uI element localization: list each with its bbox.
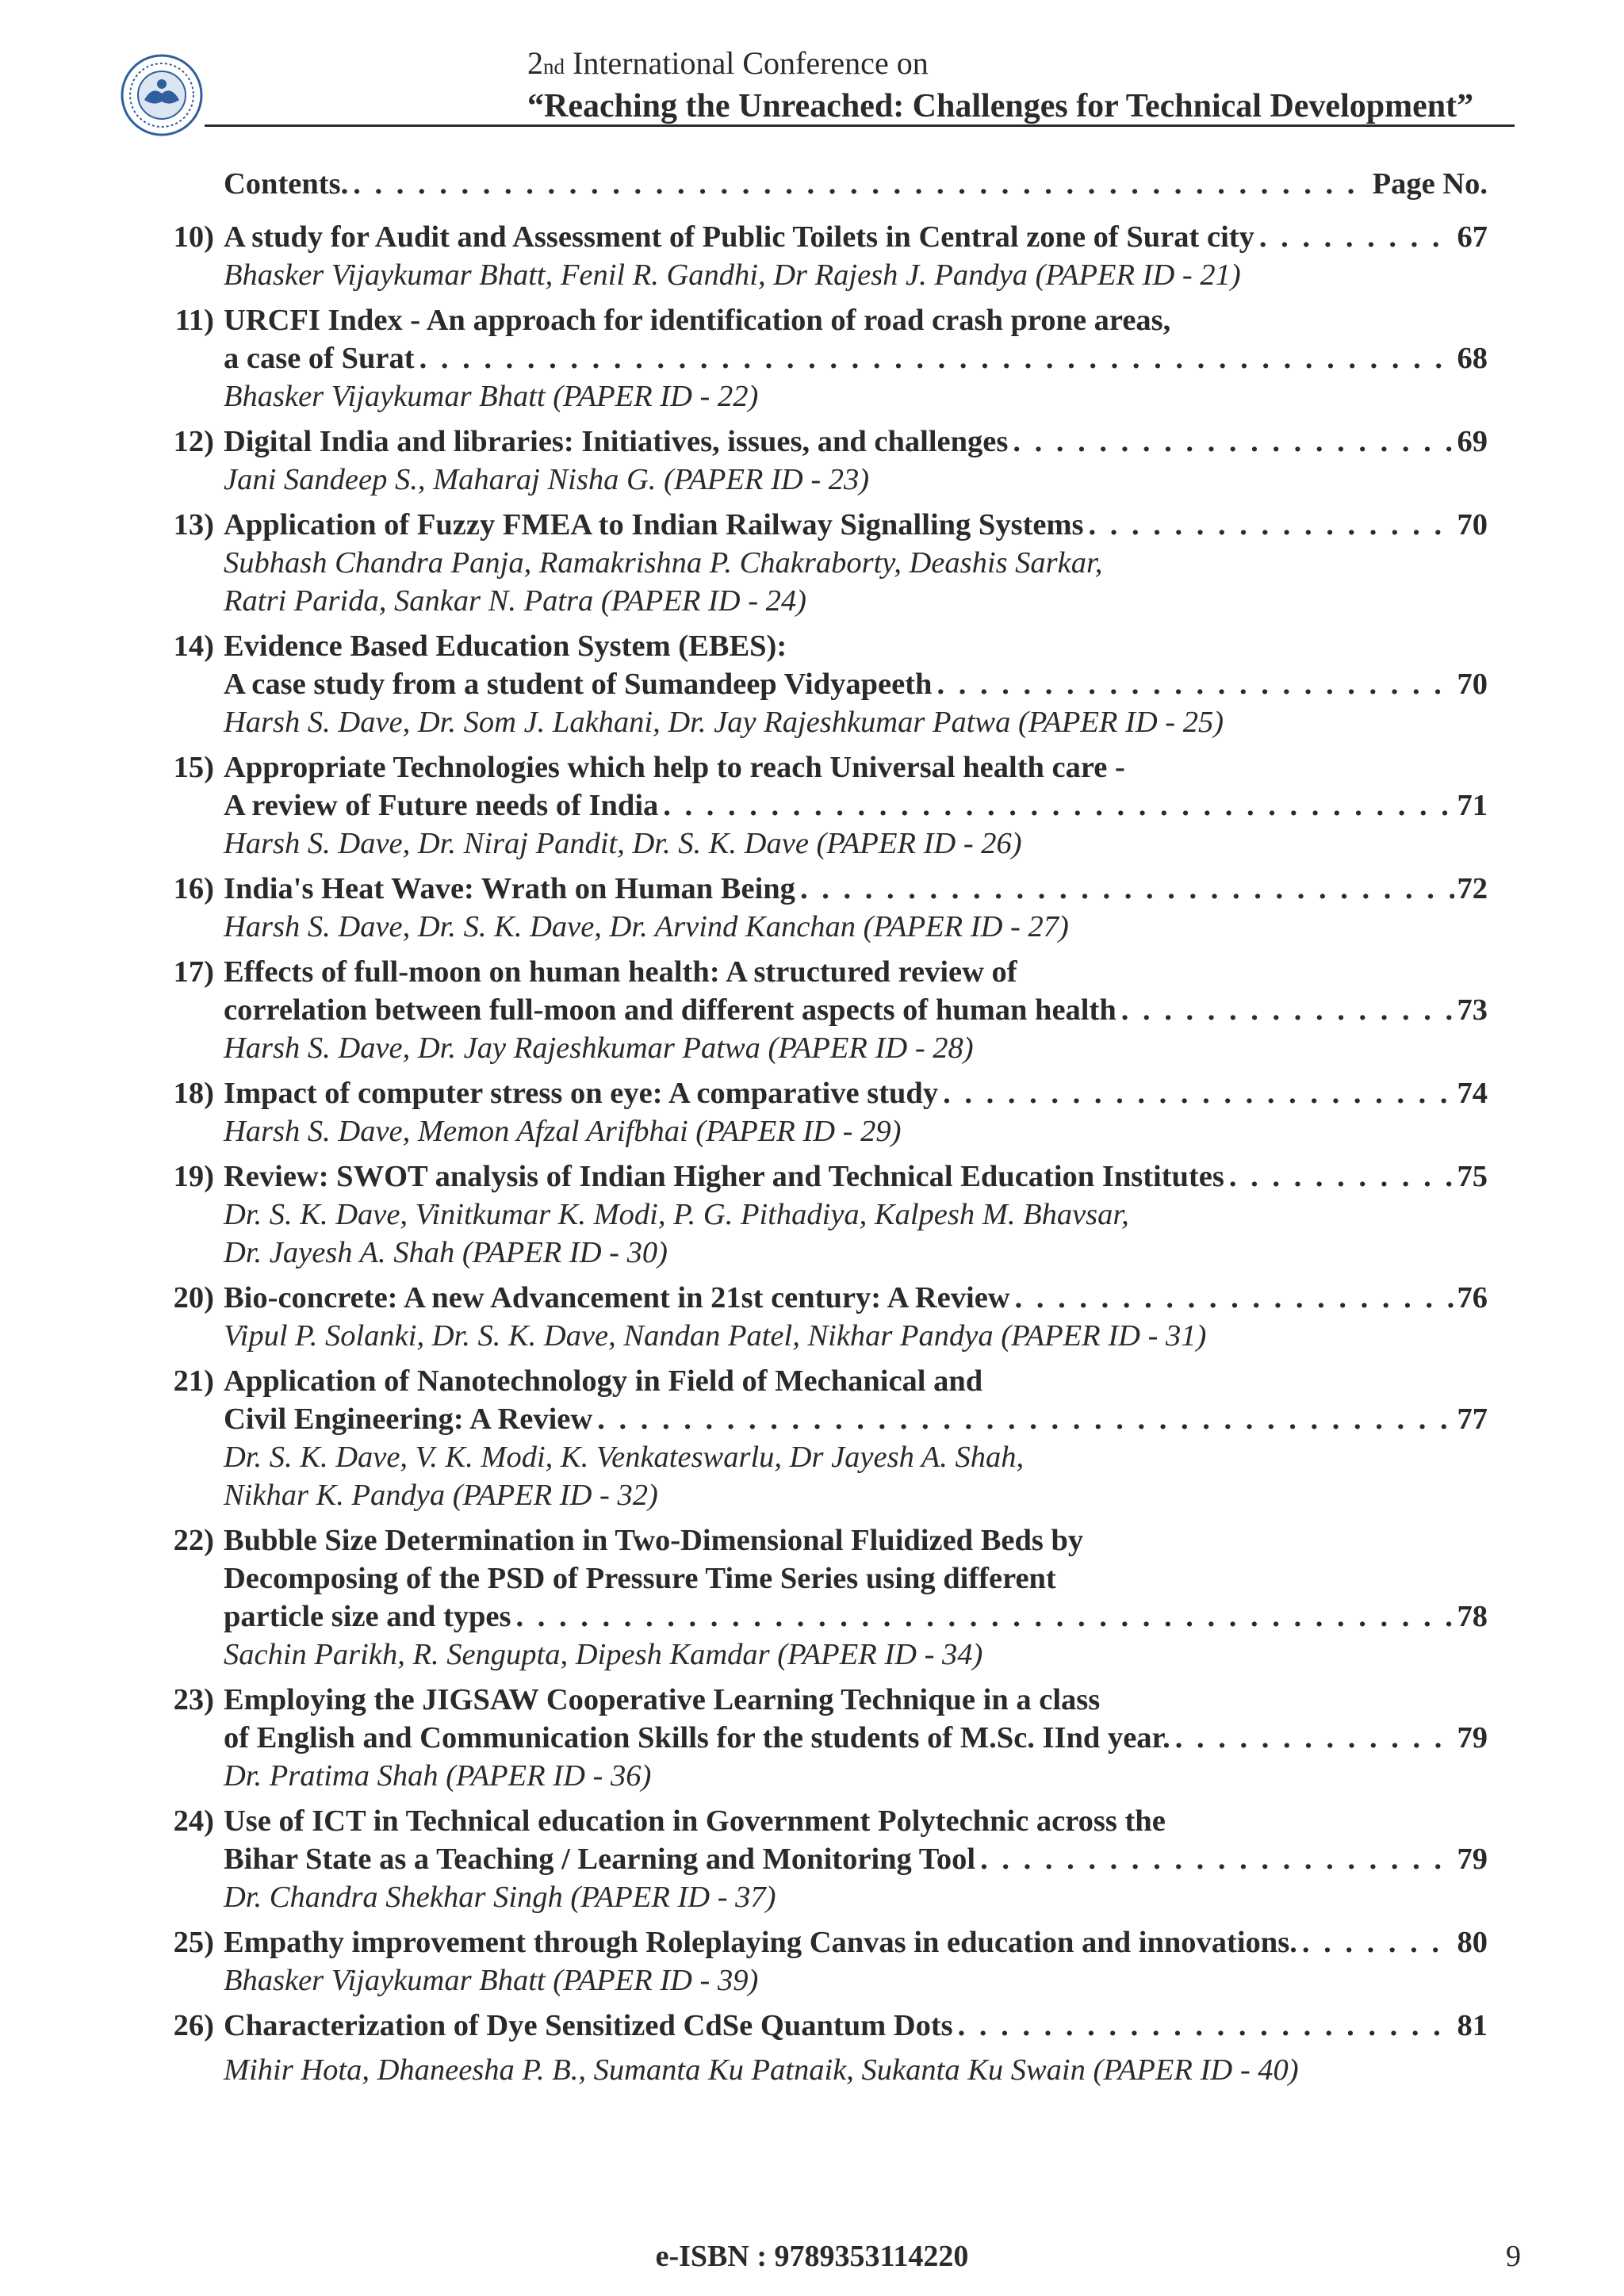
entry-authors: Harsh S. Dave, Dr. Som J. Lakhani, Dr. Jay Rajeshkumar Patwa (PAPER ID - 25) — [224, 706, 1224, 739]
entry-title-line — [224, 506, 1488, 544]
entry-number: 17) — [173, 955, 214, 989]
entry-page: 81 — [1457, 2009, 1488, 2042]
header-divider — [205, 124, 1515, 127]
entry-title-text: A study for Audit and Assessment of Public Toilets in Central zone of Surat city — [224, 220, 1254, 254]
entry-number: 12) — [173, 425, 214, 458]
dot-leader — [1254, 218, 1454, 256]
entry-number: 21) — [173, 1364, 214, 1398]
entry-title-text: correlation between full-moon and different aspects of human health — [224, 993, 1116, 1027]
entry-title-line: URCFI Index - An approach for identification of road crash prone areas, — [224, 304, 1171, 337]
entry-title-line — [224, 1158, 1488, 1196]
entry-title-text: A case study from a student of Sumandeep Vidyapeeth — [224, 668, 933, 701]
dot-leader — [1084, 506, 1454, 544]
entry-title-text: Civil Engineering: A Review — [224, 1402, 593, 1436]
entry-authors: Dr. Pratima Shah (PAPER ID - 36) — [224, 1759, 652, 1793]
entry-page: 77 — [1457, 1402, 1488, 1436]
page-number: 9 — [1506, 2240, 1521, 2273]
entry-title-text: a case of Surat — [224, 342, 415, 375]
entry-page: 78 — [1457, 1600, 1488, 1633]
entry-number: 18) — [173, 1077, 214, 1110]
dot-leader — [953, 2007, 1454, 2045]
dot-leader — [1116, 991, 1454, 1029]
conference-ordinal-suffix: nd — [543, 55, 565, 78]
entry-title-line — [224, 1840, 1488, 1878]
page-no-label: Page No. — [1372, 167, 1488, 201]
entry-title-text: Application of Fuzzy FMEA to Indian Railway Signalling Systems — [224, 508, 1084, 541]
entry-authors: Mihir Hota, Dhaneesha P. B., Sumanta Ku Patnaik, Sukanta Ku Swain (PAPER ID - 40) — [224, 2053, 1299, 2087]
entry-authors: Dr. S. K. Dave, Vinitkumar K. Modi, P. G. Pithadiya, Kalpesh M. Bhavsar, — [224, 1198, 1129, 1231]
entry-title-line: Appropriate Technologies which help to reach Universal health care - — [224, 751, 1125, 784]
entry-authors: Ratri Parida, Sankar N. Patra (PAPER ID - 24) — [224, 584, 806, 618]
entry-page: 74 — [1457, 1077, 1488, 1110]
entry-title-text: Empathy improvement through Roleplaying Canvas in education and innovations. — [224, 1926, 1297, 1959]
entry-title-text: India's Heat Wave: Wrath on Human Being — [224, 872, 795, 905]
entry-authors: Harsh S. Dave, Dr. Jay Rajeshkumar Patwa (PAPER ID - 28) — [224, 1031, 974, 1065]
entry-page: 80 — [1457, 1926, 1488, 1959]
entry-page: 76 — [1457, 1281, 1488, 1314]
entry-authors: Bhasker Vijaykumar Bhatt (PAPER ID - 39) — [224, 1964, 759, 1997]
dot-leader — [348, 165, 1369, 203]
dot-leader — [658, 786, 1454, 825]
entry-page: 68 — [1457, 342, 1488, 375]
entry-title-line: Effects of full-moon on human health: A structured review of — [224, 955, 1017, 989]
entry-title-line — [224, 786, 1488, 825]
entry-number: 26) — [173, 2009, 214, 2042]
entry-authors: Subhash Chandra Panja, Ramakrishna P. Chakraborty, Deashis Sarkar, — [224, 546, 1103, 580]
entry-page: 75 — [1457, 1160, 1488, 1193]
entry-authors: Dr. Chandra Shekhar Singh (PAPER ID - 37) — [224, 1881, 776, 1914]
entry-authors: Bhasker Vijaykumar Bhatt, Fenil R. Gandhi, Dr Rajesh J. Pandya (PAPER ID - 21) — [224, 258, 1241, 292]
entry-title-line — [224, 218, 1488, 256]
entry-title-text: Bihar State as a Teaching / Learning and Monitoring Tool — [224, 1843, 976, 1876]
entry-authors: Harsh S. Dave, Memon Afzal Arifbhai (PAPER ID - 29) — [224, 1115, 902, 1148]
entry-number: 10) — [173, 220, 214, 254]
entry-authors: Nikhar K. Pandya (PAPER ID - 32) — [224, 1479, 658, 1512]
conference-name — [527, 44, 1515, 86]
dot-leader — [975, 1840, 1454, 1878]
entry-title-line — [224, 1074, 1488, 1112]
entry-page: 70 — [1457, 508, 1488, 541]
entry-page: 70 — [1457, 668, 1488, 701]
conference-line: International Conference on — [565, 45, 929, 81]
entry-title-line: Employing the JIGSAW Cooperative Learning Technique in a class — [224, 1683, 1101, 1716]
conference-logo-icon — [121, 54, 203, 136]
entry-title-line: Bubble Size Determination in Two-Dimensional Fluidized Beds by — [224, 1524, 1084, 1557]
entry-number: 16) — [173, 872, 214, 905]
entry-authors: Vipul P. Solanki, Dr. S. K. Dave, Nandan Patel, Nikhar Pandya (PAPER ID - 31) — [224, 1319, 1207, 1353]
entry-page: 71 — [1457, 789, 1488, 822]
entry-title-line: Evidence Based Education System (EBES): — [224, 629, 787, 663]
dot-leader — [415, 339, 1454, 377]
entry-title-line — [224, 1400, 1488, 1438]
dot-leader — [592, 1400, 1454, 1438]
dot-leader — [932, 665, 1454, 703]
contents-heading-row — [224, 165, 1488, 203]
entry-authors: Bhasker Vijaykumar Bhatt (PAPER ID - 22) — [224, 380, 759, 413]
contents-heading: Contents. — [224, 167, 349, 201]
entry-title-line — [224, 1719, 1488, 1757]
entry-title-line — [224, 1923, 1488, 1961]
isbn: e-ISBN : 9789353114220 — [655, 2240, 969, 2273]
entry-title-line: Application of Nanotechnology in Field of Mechanical and — [224, 1364, 983, 1398]
entry-title-line: Use of ICT in Technical education in Government Polytechnic across the — [224, 1804, 1166, 1838]
entry-title-line — [224, 1598, 1488, 1636]
entry-number: 13) — [173, 508, 214, 541]
entry-number: 11) — [174, 304, 214, 337]
entry-title-line: Decomposing of the PSD of Pressure Time Series using different — [224, 1562, 1056, 1595]
entry-title-text: of English and Communication Skills for the students of M.Sc. IInd year. — [224, 1721, 1170, 1755]
entry-page: 79 — [1457, 1721, 1488, 1755]
conference-theme: “Reaching the Unreached: Challenges for Technical Development” — [527, 88, 1474, 124]
entry-title-line — [224, 2007, 1488, 2045]
dot-leader — [938, 1074, 1454, 1112]
entry-number: 14) — [173, 629, 214, 663]
dot-leader — [1224, 1158, 1454, 1196]
entry-title-text: Bio-concrete: A new Advancement in 21st century: A Review — [224, 1281, 1010, 1314]
entry-title-line — [224, 991, 1488, 1029]
entry-title-text: A review of Future needs of India — [224, 789, 659, 822]
conference-ordinal: 2 — [527, 45, 543, 81]
entry-title-text: particle size and types — [224, 1600, 511, 1633]
dot-leader — [795, 870, 1454, 908]
entry-authors: Harsh S. Dave, Dr. Niraj Pandit, Dr. S. K. Dave (PAPER ID - 26) — [224, 827, 1022, 860]
entry-title-text: Review: SWOT analysis of Indian Higher and Technical Education Institutes — [224, 1160, 1224, 1193]
entry-title-text: Digital India and libraries: Initiatives, issues, and challenges — [224, 425, 1009, 458]
entry-number: 22) — [173, 1524, 214, 1557]
dot-leader — [511, 1598, 1454, 1636]
entry-title-line — [224, 1279, 1488, 1317]
dot-leader — [1297, 1923, 1454, 1961]
entry-authors: Sachin Parikh, R. Sengupta, Dipesh Kamdar (PAPER ID - 34) — [224, 1638, 983, 1671]
entry-title-line — [224, 870, 1488, 908]
entry-page: 69 — [1457, 425, 1488, 458]
entry-title-line — [224, 665, 1488, 703]
entry-authors: Dr. S. K. Dave, V. K. Modi, K. Venkateswarlu, Dr Jayesh A. Shah, — [224, 1441, 1025, 1474]
entry-authors: Jani Sandeep S., Maharaj Nisha G. (PAPER ID - 23) — [224, 463, 870, 496]
entry-number: 19) — [173, 1160, 214, 1193]
entry-page: 67 — [1457, 220, 1488, 254]
entry-title-line — [224, 423, 1488, 461]
entry-number: 24) — [173, 1804, 214, 1838]
dot-leader — [1010, 1279, 1454, 1317]
entry-page: 73 — [1457, 993, 1488, 1027]
entry-authors: Dr. Jayesh A. Shah (PAPER ID - 30) — [224, 1236, 668, 1269]
dot-leader — [1170, 1719, 1454, 1757]
entry-title-text: Impact of computer stress on eye: A comparative study — [224, 1077, 939, 1110]
entry-page: 79 — [1457, 1843, 1488, 1876]
entry-title-text: Characterization of Dye Sensitized CdSe Quantum Dots — [224, 2009, 953, 2042]
entry-number: 25) — [173, 1926, 214, 1959]
entry-number: 23) — [173, 1683, 214, 1716]
entry-authors: Harsh S. Dave, Dr. S. K. Dave, Dr. Arvind Kanchan (PAPER ID - 27) — [224, 910, 1069, 943]
entry-page: 72 — [1457, 872, 1488, 905]
entry-number: 20) — [173, 1281, 214, 1314]
entry-title-line — [224, 339, 1488, 377]
entry-number: 15) — [173, 751, 214, 784]
dot-leader — [1008, 423, 1454, 461]
